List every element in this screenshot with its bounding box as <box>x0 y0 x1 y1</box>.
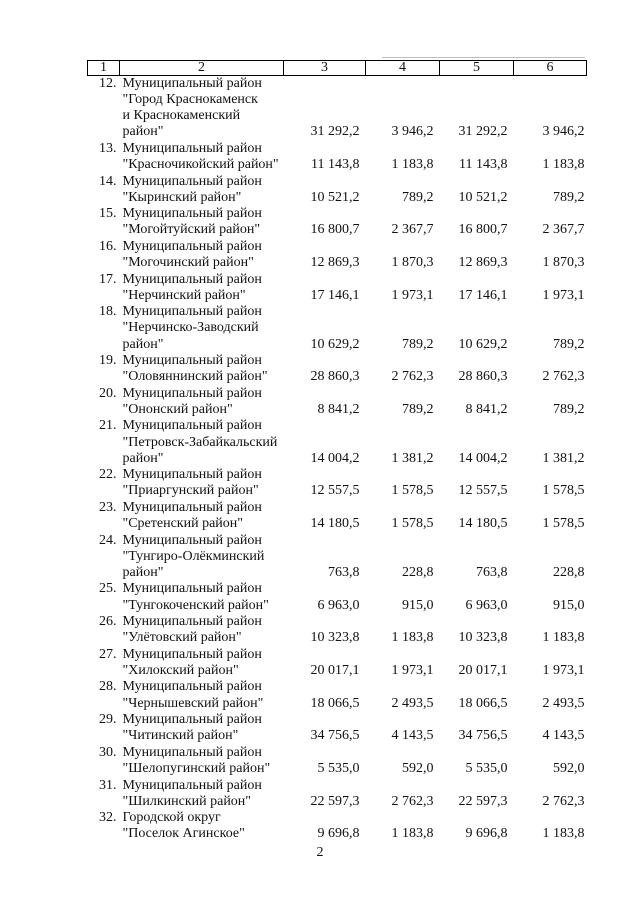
municipality-name <box>120 206 284 238</box>
municipality-name-line: Муниципальный район <box>122 238 262 254</box>
value-c3: 6 963,0 <box>317 597 360 613</box>
row-number: 25. <box>99 581 117 597</box>
value-c3: 14 180,5 <box>310 516 360 532</box>
budget-table <box>87 60 587 842</box>
value-c5: 5 535,0 <box>465 760 508 776</box>
table-row <box>88 174 587 206</box>
table-row <box>88 745 587 777</box>
table-row <box>88 272 587 304</box>
row-number: 26. <box>99 614 117 630</box>
municipality-name-line: район" <box>122 336 164 352</box>
row-number: 24. <box>99 532 117 548</box>
value-c4: 1 381,2 <box>391 450 434 466</box>
value-c4: 1 183,8 <box>391 156 434 172</box>
value-c3: 20 017,1 <box>310 662 360 678</box>
municipality-name-line: "Тунгиро-Олёкминский <box>122 548 265 564</box>
value-c6: 2 762,3 <box>542 793 585 809</box>
municipality-name <box>120 353 284 385</box>
municipality-name-line: "Оловяннинский район" <box>122 369 268 385</box>
value-c5: 20 017,1 <box>458 662 508 678</box>
value-c3: 763,8 <box>328 564 360 580</box>
value-c6: 2 762,3 <box>542 369 585 385</box>
municipality-name-line: "Шилкинский район" <box>122 793 252 809</box>
value-c3: 10 323,8 <box>310 630 360 646</box>
municipality-name <box>120 141 284 173</box>
value-c5: 31 292,2 <box>458 124 508 140</box>
row-number: 32. <box>99 810 117 826</box>
value-c6: 1 381,2 <box>542 450 585 466</box>
value-c3: 31 292,2 <box>310 124 360 140</box>
municipality-name-line: Муниципальный район <box>122 581 262 597</box>
col-header-2: 2 <box>120 61 284 76</box>
table-row <box>88 533 587 581</box>
municipality-name <box>120 712 284 744</box>
value-c5: 763,8 <box>476 564 508 580</box>
top-rule <box>382 57 585 58</box>
municipality-name-line: район" <box>122 124 164 140</box>
value-c3: 10 521,2 <box>310 189 360 205</box>
value-c3: 12 557,5 <box>310 483 360 499</box>
municipality-name <box>120 679 284 711</box>
municipality-name-line: Муниципальный район <box>122 418 262 434</box>
col-header-4: 4 <box>366 61 440 76</box>
value-c6: 915,0 <box>553 597 585 613</box>
value-c4: 2 762,3 <box>391 369 434 385</box>
municipality-name <box>120 647 284 679</box>
municipality-name <box>120 418 284 466</box>
municipality-name-line: "Нерчинский район" <box>122 287 246 303</box>
municipality-name <box>120 239 284 271</box>
row-number: 19. <box>99 353 117 369</box>
value-c6: 789,2 <box>553 336 585 352</box>
value-c5: 14 180,5 <box>458 516 508 532</box>
row-number: 15. <box>99 206 117 222</box>
row-number: 28. <box>99 679 117 695</box>
table-row <box>88 206 587 238</box>
value-c3: 34 756,5 <box>310 728 360 744</box>
value-c4: 1 973,1 <box>391 662 434 678</box>
value-c4: 915,0 <box>402 597 434 613</box>
municipality-name <box>120 581 284 613</box>
municipality-name-line: Муниципальный район <box>122 712 262 728</box>
value-c6: 1 973,1 <box>542 662 585 678</box>
value-c5: 10 323,8 <box>458 630 508 646</box>
table-row <box>88 778 587 810</box>
value-c6: 1 973,1 <box>542 287 585 303</box>
table-row <box>88 418 587 466</box>
value-c3: 17 146,1 <box>310 287 360 303</box>
value-c4: 1 870,3 <box>391 255 434 271</box>
row-number: 20. <box>99 385 117 401</box>
value-c6: 789,2 <box>553 189 585 205</box>
value-c5: 12 557,5 <box>458 483 508 499</box>
value-c4: 789,2 <box>402 401 434 417</box>
municipality-name-line: Муниципальный район <box>122 206 262 222</box>
municipality-name-line: Муниципальный район <box>122 777 262 793</box>
row-number: 13. <box>99 140 117 156</box>
page-number: 2 <box>316 845 324 860</box>
value-c6: 1 183,8 <box>542 630 585 646</box>
value-c5: 12 869,3 <box>458 255 508 271</box>
table-row <box>88 679 587 711</box>
value-c4: 592,0 <box>402 760 434 776</box>
municipality-name-line: Муниципальный район <box>122 646 262 662</box>
table-row <box>88 647 587 679</box>
table-row <box>88 712 587 744</box>
value-c6: 3 946,2 <box>542 124 585 140</box>
table-row <box>88 810 587 842</box>
row-number: 22. <box>99 467 117 483</box>
municipality-name-line: Городской округ <box>122 810 221 826</box>
value-c5: 28 860,3 <box>458 369 508 385</box>
municipality-name-line: Муниципальный район <box>122 271 262 287</box>
value-c6: 2 493,5 <box>542 695 585 711</box>
municipality-name-line: Муниципальный район <box>122 532 262 548</box>
row-number: 31. <box>99 777 117 793</box>
value-c5: 22 597,3 <box>458 793 508 809</box>
table-header-row <box>88 61 587 76</box>
table-row <box>88 353 587 385</box>
value-c6: 228,8 <box>553 564 585 580</box>
value-c4: 1 183,8 <box>391 630 434 646</box>
value-c4: 228,8 <box>402 564 434 580</box>
value-c5: 18 066,5 <box>458 695 508 711</box>
row-number: 27. <box>99 646 117 662</box>
table-row <box>88 141 587 173</box>
municipality-name <box>120 614 284 646</box>
col-header-3: 3 <box>284 61 366 76</box>
value-c4: 4 143,5 <box>391 728 434 744</box>
row-number: 18. <box>99 304 117 320</box>
value-c3: 22 597,3 <box>310 793 360 809</box>
municipality-name-line: "Могойтуйский район" <box>122 222 261 238</box>
municipality-name-line: Муниципальный район <box>122 744 262 760</box>
municipality-name-line: "Сретенский район" <box>122 516 244 532</box>
value-c4: 789,2 <box>402 189 434 205</box>
municipality-name-line: "Чернышевский район" <box>122 695 264 711</box>
municipality-name-line: Муниципальный район <box>122 140 262 156</box>
value-c5: 16 800,7 <box>458 222 508 238</box>
municipality-name-line: "Приаргунский район" <box>122 483 259 499</box>
value-c6: 1 183,8 <box>542 826 585 842</box>
municipality-name-line: Муниципальный район <box>122 76 262 91</box>
municipality-name-line: Муниципальный район <box>122 385 262 401</box>
value-c3: 14 004,2 <box>310 450 360 466</box>
value-c5: 34 756,5 <box>458 728 508 744</box>
municipality-name-line: "Город Краснокаменск <box>122 92 258 108</box>
value-c3: 12 869,3 <box>310 255 360 271</box>
value-c5: 11 143,8 <box>459 156 508 172</box>
municipality-name-line: Муниципальный район <box>122 353 262 369</box>
value-c5: 10 629,2 <box>458 336 508 352</box>
value-c3: 9 696,8 <box>317 826 360 842</box>
municipality-name-line: "Тунгокоченский район" <box>122 597 269 613</box>
municipality-name <box>120 810 284 842</box>
value-c3: 11 143,8 <box>311 156 360 172</box>
municipality-name-line: Муниципальный район <box>122 614 262 630</box>
table-row <box>88 304 587 352</box>
value-c3: 28 860,3 <box>310 369 360 385</box>
municipality-name-line: "Улётовский район" <box>122 630 242 646</box>
value-c3: 10 629,2 <box>310 336 360 352</box>
value-c5: 17 146,1 <box>458 287 508 303</box>
table-row <box>88 500 587 532</box>
municipality-name-line: район" <box>122 450 164 466</box>
value-c3: 18 066,5 <box>310 695 360 711</box>
table-row <box>88 614 587 646</box>
municipality-name-line: "Кыринский район" <box>122 189 242 205</box>
col-header-6: 6 <box>514 61 587 76</box>
value-c6: 1 578,5 <box>542 516 585 532</box>
value-c6: 592,0 <box>553 760 585 776</box>
row-number: 12. <box>99 76 117 91</box>
value-c6: 789,2 <box>553 401 585 417</box>
value-c6: 1 870,3 <box>542 255 585 271</box>
table-body <box>88 76 587 843</box>
municipality-name <box>120 500 284 532</box>
table-row <box>88 467 587 499</box>
table-row <box>88 581 587 613</box>
municipality-name-line: и Краснокаменский <box>122 108 241 124</box>
row-number: 21. <box>99 418 117 434</box>
municipality-name-line: "Красночикойский район" <box>122 156 279 172</box>
value-c4: 1 973,1 <box>391 287 434 303</box>
table-row <box>88 386 587 418</box>
col-header-1: 1 <box>88 61 120 76</box>
value-c5: 8 841,2 <box>465 401 508 417</box>
municipality-name-line: "Петровск-Забайкальский <box>122 434 278 450</box>
col-header-5: 5 <box>440 61 514 76</box>
municipality-name <box>120 272 284 304</box>
municipality-name <box>120 76 284 141</box>
value-c3: 8 841,2 <box>317 401 360 417</box>
municipality-name-line: "Шелопугинский район" <box>122 760 271 776</box>
municipality-name <box>120 533 284 581</box>
municipality-name-line: "Хилокский район" <box>122 662 239 678</box>
value-c5: 14 004,2 <box>458 450 508 466</box>
value-c6: 1 578,5 <box>542 483 585 499</box>
municipality-name-line: "Поселок Агинское" <box>122 826 245 842</box>
value-c3: 16 800,7 <box>310 222 360 238</box>
municipality-name <box>120 467 284 499</box>
value-c4: 3 946,2 <box>391 124 434 140</box>
row-number: 30. <box>99 744 117 760</box>
municipality-name-line: Муниципальный район <box>122 499 262 515</box>
row-number: 23. <box>99 499 117 515</box>
municipality-name-line: район" <box>122 564 164 580</box>
municipality-name-line: Муниципальный район <box>122 304 262 320</box>
value-c3: 5 535,0 <box>317 760 360 776</box>
value-c6: 4 143,5 <box>542 728 585 744</box>
municipality-name-line: Муниципальный район <box>122 173 262 189</box>
value-c4: 2 367,7 <box>391 222 434 238</box>
municipality-name-line: Муниципальный район <box>122 679 262 695</box>
municipality-name <box>120 304 284 352</box>
value-c4: 789,2 <box>402 336 434 352</box>
value-c6: 2 367,7 <box>542 222 585 238</box>
value-c5: 9 696,8 <box>465 826 508 842</box>
value-c5: 6 963,0 <box>465 597 508 613</box>
municipality-name-line: "Читинский район" <box>122 728 239 744</box>
table-row <box>88 76 587 141</box>
row-number: 16. <box>99 238 117 254</box>
municipality-name-line: "Нерчинско-Заводский <box>122 320 259 336</box>
municipality-name-line: "Ононский район" <box>122 401 233 417</box>
municipality-name <box>120 386 284 418</box>
value-c4: 2 493,5 <box>391 695 434 711</box>
row-number: 17. <box>99 271 117 287</box>
value-c4: 1 183,8 <box>391 826 434 842</box>
municipality-name <box>120 745 284 777</box>
municipality-name <box>120 778 284 810</box>
value-c4: 2 762,3 <box>391 793 434 809</box>
municipality-name <box>120 174 284 206</box>
table-row <box>88 239 587 271</box>
municipality-name-line: Муниципальный район <box>122 467 262 483</box>
row-number: 29. <box>99 712 117 728</box>
value-c6: 1 183,8 <box>542 156 585 172</box>
value-c5: 10 521,2 <box>458 189 508 205</box>
row-number: 14. <box>99 173 117 189</box>
value-c4: 1 578,5 <box>391 483 434 499</box>
value-c4: 1 578,5 <box>391 516 434 532</box>
municipality-name-line: "Могочинский район" <box>122 255 254 271</box>
